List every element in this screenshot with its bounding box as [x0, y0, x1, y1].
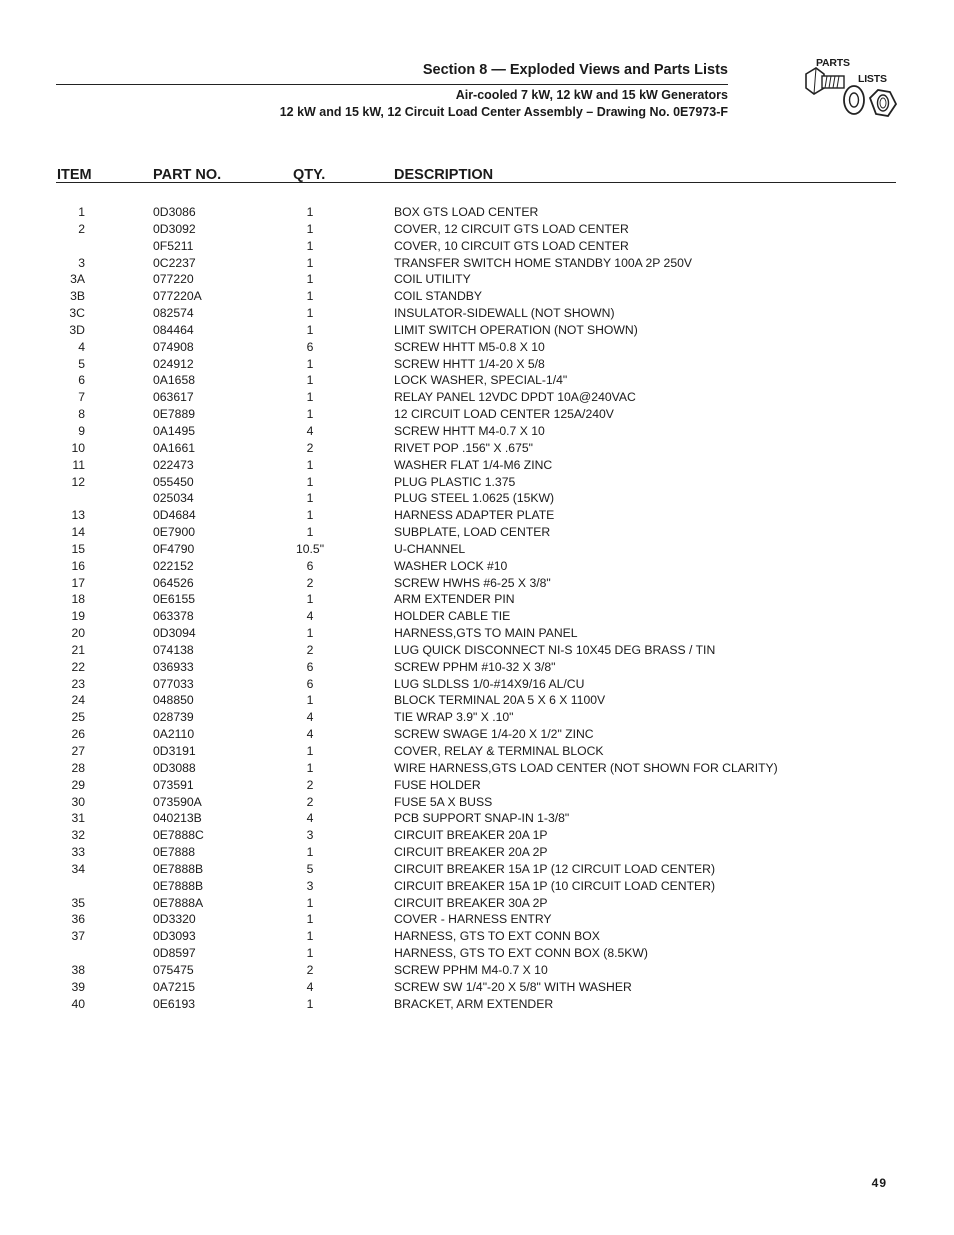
- description-cell: COIL STANDBY: [394, 289, 483, 304]
- qty-cell: 1: [306, 306, 314, 321]
- item-cell: 9: [78, 423, 85, 438]
- description-cell: CIRCUIT BREAKER 30A 2P: [394, 895, 548, 910]
- badge-label-lists: LISTS: [858, 73, 887, 85]
- part-no-cell: 0D4684: [153, 508, 196, 523]
- qty-cell: 1: [306, 474, 314, 489]
- description-cell: LIMIT SWITCH OPERATION (NOT SHOWN): [394, 322, 638, 337]
- item-cell: 1: [78, 205, 85, 219]
- item-cell: 33: [71, 845, 85, 860]
- table-row: [0, 406, 954, 423]
- qty-cell: 1: [306, 407, 314, 422]
- description-cell: SCREW HHTT M5-0.8 X 10: [394, 339, 545, 354]
- item-cell: 38: [71, 962, 85, 977]
- table-row: [0, 474, 954, 491]
- table-row: [0, 962, 954, 979]
- table-row: [0, 709, 954, 726]
- part-no-cell: 0E7888C: [153, 828, 204, 843]
- qty-cell: 2: [306, 575, 314, 590]
- part-no-cell: 036933: [153, 659, 194, 674]
- part-no-cell: 064526: [153, 575, 194, 590]
- part-no-cell: 073591: [153, 777, 194, 792]
- part-no-cell: 0E6193: [153, 996, 196, 1011]
- item-cell: 24: [71, 693, 85, 708]
- qty-cell: 1: [306, 929, 314, 944]
- table-row: [0, 810, 954, 827]
- description-cell: SCREW SW 1/4"-20 X 5/8" WITH WASHER: [394, 979, 632, 994]
- description-cell: PLUG PLASTIC 1.375: [394, 474, 516, 489]
- qty-cell: 1: [306, 760, 314, 775]
- part-no-cell: 022473: [153, 457, 194, 472]
- description-cell: BLOCK TERMINAL 20A 5 X 6 X 1100V: [394, 693, 606, 708]
- part-no-cell: 0D3092: [153, 221, 196, 236]
- description-cell: HARNESS, GTS TO EXT CONN BOX: [394, 929, 600, 944]
- table-row: [0, 911, 954, 928]
- item-cell: 20: [71, 626, 85, 641]
- subtitle-line-1: Air-cooled 7 kW, 12 kW and 15 kW Generators: [455, 88, 728, 102]
- column-header-part-no: PART NO.: [153, 167, 222, 183]
- table-row: [0, 558, 954, 575]
- description-cell: WASHER LOCK #10: [394, 558, 508, 573]
- item-cell: 35: [71, 895, 85, 910]
- qty-cell: 2: [306, 642, 314, 657]
- table-row: [0, 878, 954, 895]
- part-no-cell: 0D3086: [153, 205, 196, 219]
- table-row: [0, 372, 954, 389]
- qty-cell: 1: [306, 322, 314, 337]
- qty-cell: 1: [306, 508, 314, 523]
- qty-cell: 1: [306, 289, 314, 304]
- qty-cell: 1: [306, 221, 314, 236]
- qty-cell: 1: [306, 693, 314, 708]
- table-row: [0, 204, 954, 221]
- table-row: [0, 305, 954, 322]
- table-row: [0, 271, 954, 288]
- part-no-cell: 0D3191: [153, 744, 196, 758]
- part-no-cell: 075475: [153, 962, 194, 977]
- description-cell: TRANSFER SWITCH HOME STANDBY 100A 2P 250V: [394, 255, 693, 270]
- qty-cell: 1: [306, 457, 314, 472]
- qty-cell: 2: [306, 777, 314, 792]
- qty-cell: 1: [306, 205, 314, 219]
- part-no-cell: 022152: [153, 558, 194, 573]
- part-no-cell: 0D3088: [153, 760, 196, 775]
- table-row: [0, 524, 954, 541]
- description-cell: COVER, 10 CIRCUIT GTS LOAD CENTER: [394, 238, 629, 253]
- description-cell: COIL UTILITY: [394, 272, 471, 287]
- table-row: [0, 659, 954, 676]
- description-cell: CIRCUIT BREAKER 15A 1P (10 CIRCUIT LOAD CENTER): [394, 878, 716, 893]
- item-cell: 31: [71, 811, 85, 826]
- description-cell: RELAY PANEL 12VDC DPDT 10A@240VAC: [394, 390, 636, 405]
- description-cell: FUSE HOLDER: [394, 777, 481, 792]
- table-row: [0, 676, 954, 693]
- part-no-cell: 0C2237: [153, 255, 196, 270]
- description-cell: SCREW SWAGE 1/4-20 X 1/2" ZINC: [394, 727, 594, 742]
- qty-cell: 3: [306, 828, 314, 843]
- description-cell: SCREW HWHS #6-25 X 3/8": [394, 575, 551, 590]
- item-cell: 29: [71, 777, 85, 792]
- qty-cell: 4: [306, 979, 314, 994]
- table-row: [0, 996, 954, 1013]
- part-no-cell: 040213B: [153, 811, 202, 826]
- qty-cell: 4: [306, 727, 314, 742]
- part-no-cell: 082574: [153, 306, 194, 321]
- item-cell: 5: [78, 356, 85, 371]
- qty-cell: 4: [306, 423, 314, 438]
- qty-cell: 1: [306, 895, 314, 910]
- page-number: 49: [871, 1176, 887, 1190]
- table-row: [0, 844, 954, 861]
- parts-lists-badge: [802, 54, 898, 130]
- item-cell: 3D: [69, 322, 85, 337]
- badge-label-parts: PARTS: [816, 57, 850, 69]
- description-cell: BOX GTS LOAD CENTER: [394, 205, 539, 219]
- part-no-cell: 0A1661: [153, 440, 196, 455]
- part-no-cell: 048850: [153, 693, 194, 708]
- item-cell: 26: [71, 727, 85, 742]
- item-cell: 7: [78, 390, 85, 405]
- item-cell: 19: [71, 609, 85, 624]
- part-no-cell: 077033: [153, 676, 194, 691]
- part-no-cell: 0E7889: [153, 407, 196, 422]
- qty-cell: 3: [306, 878, 314, 893]
- item-cell: 25: [71, 710, 85, 725]
- item-cell: 3B: [70, 289, 85, 304]
- description-cell: COVER - HARNESS ENTRY: [394, 912, 552, 927]
- item-cell: 17: [71, 575, 85, 590]
- item-cell: 18: [71, 592, 85, 607]
- qty-cell: 1: [306, 845, 314, 860]
- table-row: [0, 356, 954, 373]
- item-cell: 39: [71, 979, 85, 994]
- part-no-cell: 0D3094: [153, 626, 196, 641]
- description-cell: FUSE 5A X BUSS: [394, 794, 493, 809]
- part-no-cell: 077220: [153, 272, 194, 287]
- qty-cell: 1: [306, 996, 314, 1011]
- qty-cell: 6: [306, 558, 314, 573]
- column-header-item: ITEM: [57, 167, 92, 183]
- description-cell: TIE WRAP 3.9" X .10": [394, 710, 514, 725]
- table-row: [0, 423, 954, 440]
- column-header-description: DESCRIPTION: [394, 167, 494, 183]
- table-row: [0, 861, 954, 878]
- description-cell: WASHER FLAT 1/4-M6 ZINC: [394, 457, 553, 472]
- item-cell: 36: [71, 912, 85, 927]
- table-row: [0, 339, 954, 356]
- table-row: [0, 945, 954, 962]
- table-row: [0, 490, 954, 507]
- part-no-cell: 055450: [153, 474, 194, 489]
- table-row: [0, 895, 954, 912]
- description-cell: PCB SUPPORT SNAP-IN 1-3/8": [394, 811, 570, 826]
- item-cell: 30: [71, 794, 85, 809]
- description-cell: BRACKET, ARM EXTENDER: [394, 996, 554, 1011]
- description-cell: SCREW HHTT M4-0.7 X 10: [394, 423, 545, 438]
- part-no-cell: 0A2110: [153, 727, 195, 742]
- subtitle-line-2: 12 kW and 15 kW, 12 Circuit Load Center Assembly – Drawing No. 0E7973-F: [279, 105, 728, 119]
- qty-cell: 2: [306, 794, 314, 809]
- table-row: [0, 221, 954, 238]
- part-no-cell: 0D3093: [153, 929, 196, 944]
- part-no-cell: 0A7215: [153, 979, 196, 994]
- item-cell: 10: [71, 440, 85, 455]
- part-no-cell: 063378: [153, 609, 194, 624]
- description-cell: SUBPLATE, LOAD CENTER: [394, 525, 551, 540]
- table-row: [0, 625, 954, 642]
- qty-cell: 1: [306, 912, 314, 927]
- table-row: [0, 760, 954, 777]
- item-cell: 16: [71, 558, 85, 573]
- qty-cell: 1: [306, 491, 314, 506]
- item-cell: 11: [72, 457, 85, 472]
- parts-table: [0, 204, 954, 1013]
- part-no-cell: 028739: [153, 710, 194, 725]
- description-cell: CIRCUIT BREAKER 20A 1P: [394, 828, 548, 843]
- table-row: [0, 827, 954, 844]
- description-cell: SCREW HHTT 1/4-20 X 5/8: [394, 356, 545, 371]
- item-cell: 14: [71, 525, 85, 540]
- qty-cell: 1: [306, 390, 314, 405]
- item-cell: 32: [71, 828, 85, 843]
- description-cell: 12 CIRCUIT LOAD CENTER 125A/240V: [394, 407, 614, 422]
- qty-cell: 10.5": [295, 541, 325, 556]
- table-row: [0, 743, 954, 760]
- item-cell: 3: [78, 255, 85, 270]
- table-row: [0, 389, 954, 406]
- qty-cell: 1: [306, 626, 314, 641]
- qty-cell: 6: [306, 659, 314, 674]
- description-cell: LUG SLDLSS 1/0-#14X9/16 AL/CU: [394, 676, 585, 691]
- part-no-cell: 073590A: [153, 794, 202, 809]
- part-no-cell: 0E7888B: [153, 861, 204, 876]
- qty-cell: 1: [306, 592, 314, 607]
- description-cell: HARNESS ADAPTER PLATE: [394, 508, 555, 523]
- description-cell: LOCK WASHER, SPECIAL-1/4": [394, 373, 568, 388]
- part-no-cell: 074908: [153, 339, 194, 354]
- section-title: Section 8 — Exploded Views and Parts Lists: [422, 62, 728, 78]
- description-cell: ARM EXTENDER PIN: [394, 592, 515, 607]
- header-rule: [56, 84, 728, 85]
- table-row: [0, 979, 954, 996]
- item-cell: 21: [71, 642, 85, 657]
- description-cell: LUG QUICK DISCONNECT NI-S 10X45 DEG BRASS / TIN: [394, 642, 716, 657]
- description-cell: CIRCUIT BREAKER 20A 2P: [394, 845, 548, 860]
- part-no-cell: 0E7888A: [153, 895, 204, 910]
- item-cell: 4: [78, 339, 85, 354]
- description-cell: SCREW PPHM #10-32 X 3/8": [394, 659, 556, 674]
- part-no-cell: 0A1658: [153, 373, 196, 388]
- qty-cell: 1: [306, 525, 314, 540]
- item-cell: 23: [71, 676, 85, 691]
- part-no-cell: 024912: [153, 356, 194, 371]
- table-row: [0, 440, 954, 457]
- table-row: [0, 288, 954, 305]
- column-header-rule: [56, 182, 896, 183]
- qty-cell: 5: [306, 861, 314, 876]
- item-cell: 37: [71, 929, 85, 944]
- table-row: [0, 507, 954, 524]
- item-cell: 34: [71, 861, 85, 876]
- item-cell: 3A: [70, 272, 85, 287]
- qty-cell: 1: [306, 238, 314, 253]
- item-cell: 12: [71, 474, 85, 489]
- description-cell: COVER, RELAY & TERMINAL BLOCK: [394, 744, 604, 758]
- description-cell: SCREW PPHM M4-0.7 X 10: [394, 962, 548, 977]
- description-cell: PLUG STEEL 1.0625 (15KW): [394, 491, 555, 506]
- qty-cell: 2: [306, 962, 314, 977]
- table-row: [0, 457, 954, 474]
- qty-cell: 4: [306, 811, 314, 826]
- qty-cell: 1: [306, 272, 314, 287]
- part-no-cell: 0E7888: [153, 845, 196, 860]
- description-cell: COVER, 12 CIRCUIT GTS LOAD CENTER: [394, 221, 629, 236]
- item-cell: 15: [71, 541, 85, 556]
- item-cell: 2: [78, 221, 85, 236]
- part-no-cell: 074138: [153, 642, 194, 657]
- part-no-cell: 025034: [153, 491, 194, 506]
- description-cell: INSULATOR-SIDEWALL (NOT SHOWN): [394, 306, 615, 321]
- table-row: [0, 692, 954, 709]
- part-no-cell: 084464: [153, 322, 194, 337]
- item-cell: 40: [71, 996, 85, 1011]
- part-no-cell: 0E7900: [153, 525, 196, 540]
- item-cell: 22: [71, 659, 85, 674]
- part-no-cell: 0D3320: [153, 912, 196, 927]
- description-cell: U-CHANNEL: [394, 541, 466, 556]
- part-no-cell: 0E6155: [153, 592, 196, 607]
- description-cell: HARNESS, GTS TO EXT CONN BOX (8.5KW): [394, 946, 648, 961]
- description-cell: WIRE HARNESS,GTS LOAD CENTER (NOT SHOWN FOR CLARITY): [394, 760, 778, 775]
- description-cell: RIVET POP .156" X .675": [394, 440, 533, 455]
- part-no-cell: 0F4790: [153, 541, 195, 556]
- table-row: [0, 777, 954, 794]
- qty-cell: 1: [306, 373, 314, 388]
- description-cell: HARNESS,GTS TO MAIN PANEL: [394, 626, 578, 641]
- table-row: [0, 608, 954, 625]
- column-header-qty: QTY.: [293, 167, 326, 183]
- table-row: [0, 726, 954, 743]
- part-no-cell: 077220A: [153, 289, 202, 304]
- qty-cell: 6: [306, 676, 314, 691]
- part-no-cell: 0A1495: [153, 423, 196, 438]
- description-cell: HOLDER CABLE TIE: [394, 609, 511, 624]
- table-row: [0, 591, 954, 608]
- item-cell: 8: [78, 407, 85, 422]
- qty-cell: 1: [306, 255, 314, 270]
- table-row: [0, 928, 954, 945]
- table-row: [0, 575, 954, 592]
- qty-cell: 1: [306, 744, 314, 758]
- item-cell: 28: [71, 760, 85, 775]
- qty-cell: 4: [306, 710, 314, 725]
- table-row: [0, 642, 954, 659]
- qty-cell: 2: [306, 440, 314, 455]
- table-row: [0, 238, 954, 255]
- table-row: [0, 541, 954, 558]
- part-no-cell: 063617: [153, 390, 194, 405]
- qty-cell: 6: [306, 339, 314, 354]
- qty-cell: 1: [306, 946, 314, 961]
- table-row: [0, 322, 954, 339]
- item-cell: 13: [71, 508, 85, 523]
- qty-cell: 4: [306, 609, 314, 624]
- qty-cell: 1: [306, 356, 314, 371]
- item-cell: 3C: [69, 306, 85, 321]
- part-no-cell: 0E7888B: [153, 878, 204, 893]
- part-no-cell: 0D8597: [153, 946, 196, 961]
- part-no-cell: 0F5211: [153, 238, 194, 253]
- item-cell: 6: [78, 373, 85, 388]
- description-cell: CIRCUIT BREAKER 15A 1P (12 CIRCUIT LOAD CENTER): [394, 861, 716, 876]
- table-row: [0, 255, 954, 272]
- item-cell: 27: [71, 744, 85, 758]
- table-row: [0, 794, 954, 811]
